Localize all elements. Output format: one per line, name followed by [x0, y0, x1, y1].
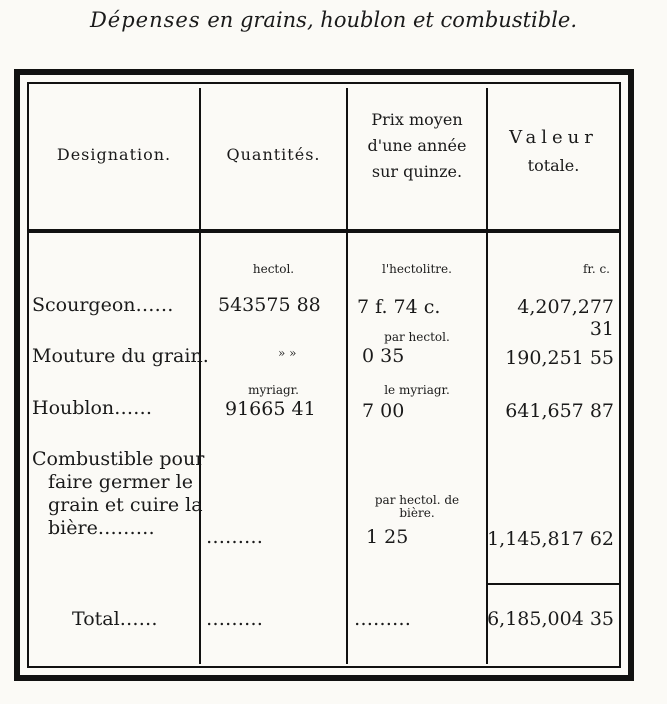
- row-quantite: » »: [278, 346, 297, 360]
- row-prix: 7 00: [362, 400, 405, 422]
- unit-par-hectol: par hectol.: [384, 330, 450, 344]
- unit-hectolitre: l'hectolitre.: [382, 262, 452, 276]
- row-quantite: 543575 88: [218, 294, 321, 316]
- row-designation: [32, 448, 204, 540]
- header-valeur: [488, 123, 619, 179]
- total-prix: ………: [354, 608, 411, 630]
- header-prix-line2: d'une année: [367, 136, 467, 155]
- header-prix: [348, 107, 486, 185]
- header-valeur-line1: Valeur: [509, 127, 598, 148]
- unit-par-hectol-biere: [348, 494, 486, 520]
- column-divider: [199, 88, 201, 664]
- row-prix: 7 f. 74 c.: [357, 296, 441, 318]
- row-valeur: 4,207,277 31: [517, 296, 614, 340]
- header-quantites: Quantités.: [226, 145, 321, 164]
- unit-le-myriagr: le myriagr.: [384, 383, 450, 397]
- row-valeur: 641,657 87: [505, 400, 614, 422]
- table-title: [0, 8, 667, 32]
- unit-par-hectol-biere-line1: par hectol. de: [374, 493, 460, 507]
- row-designation-line: grain et cuire la: [48, 494, 203, 516]
- total-quantite: ………: [206, 608, 263, 630]
- total-separator: [486, 583, 619, 585]
- header-separator: [29, 229, 619, 233]
- header-prix-line1: Prix moyen: [371, 110, 463, 129]
- row-valeur: 190,251 55: [505, 347, 614, 369]
- unit-par-hectol-biere-line2: bière.: [399, 506, 435, 520]
- row-designation-line: faire germer le: [48, 471, 193, 493]
- title-rest: en grains, houblon et combustible.: [207, 8, 578, 32]
- row-prix: 0 35: [362, 345, 405, 367]
- header-valeur-line2: totale.: [527, 156, 580, 175]
- row-quantite: ………: [206, 526, 263, 548]
- unit-myriagr: myriagr.: [248, 383, 299, 397]
- unit-francs-centimes: fr. c.: [582, 262, 610, 276]
- row-prix: 1 25: [366, 526, 409, 548]
- total-valeur: 6,185,004 35: [487, 608, 614, 630]
- row-quantite: 91665 41: [225, 398, 316, 420]
- header-designation: Designation.: [56, 145, 172, 164]
- row-valeur: 1,145,817 62: [487, 528, 614, 550]
- header-prix-line3: sur quinze.: [371, 162, 463, 181]
- row-designation-line: Combustible pour: [32, 448, 205, 470]
- row-designation: Mouture du grain.: [32, 345, 209, 367]
- row-designation: Scourgeon……: [32, 294, 174, 316]
- total-label: Total……: [72, 608, 158, 630]
- unit-hectol: hectol.: [252, 262, 295, 276]
- row-designation-line: bière………: [48, 517, 155, 539]
- row-designation: Houblon……: [32, 397, 153, 419]
- title-lead: Dépenses: [89, 8, 201, 32]
